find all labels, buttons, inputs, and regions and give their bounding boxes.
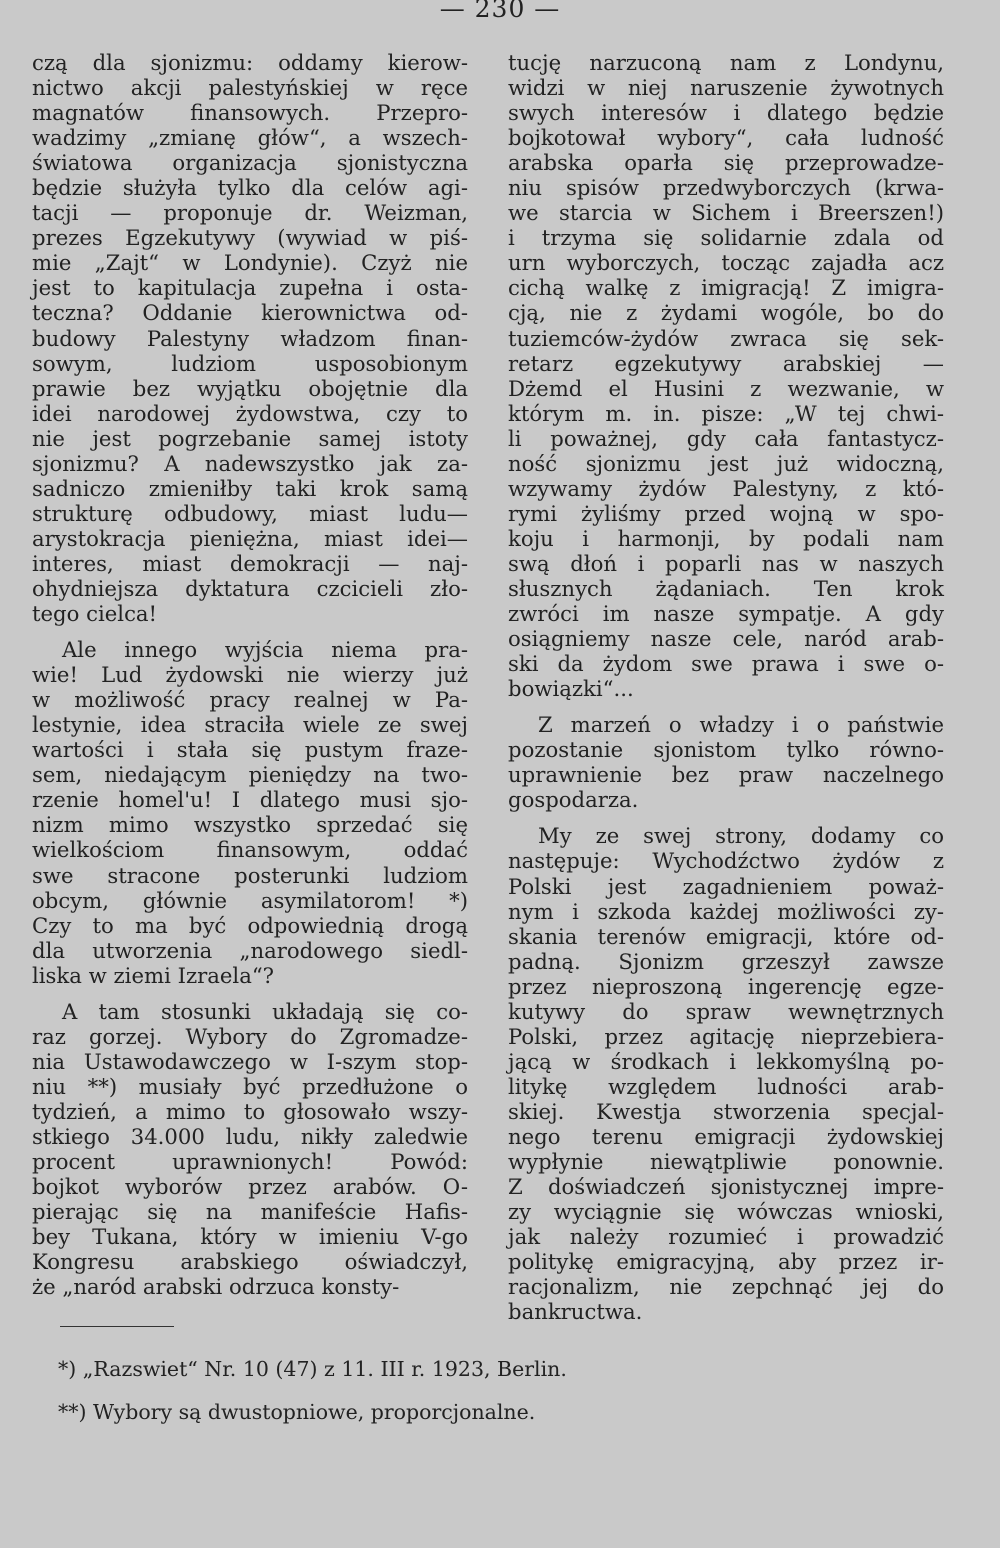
text-line: retarz egzekutywy arabskiej —	[508, 350, 944, 376]
text-line: nego terenu emigracji żydowskiej	[508, 1123, 944, 1149]
text-line: nizm mimo wszystko sprzedać się	[32, 812, 468, 838]
text-line: bey Tukana, który w imieniu V-go	[32, 1224, 468, 1250]
right-column	[508, 50, 944, 1324]
text-line: Polski, przez agitację nieprzebiera-	[508, 1023, 944, 1049]
page-number: — 230 —	[439, 0, 561, 23]
text-line: obcym, głównie asymilatorom! *)	[32, 887, 468, 913]
text-line: wie! Lud żydowski nie wierzy już	[32, 662, 468, 688]
text-line: stkiego 34.000 ludu, nikły zaledwie	[32, 1123, 468, 1149]
text-line: racjonalizm, nie zepchnąć jej do	[508, 1274, 944, 1300]
text-line: arystokracja pieniężna, miast idei—	[32, 525, 468, 551]
text-line: sem, niedającym pieniędzy na two-	[32, 762, 468, 788]
text-line: padną. Sjonizm grzeszył zawsze	[508, 948, 944, 974]
text-line: niu spisów przedwyborczych (krwa-	[508, 175, 944, 201]
text-line: teczna? Oddanie kierownictwa od-	[32, 300, 468, 326]
text-line: wzywamy żydów Palestyny, z któ-	[508, 475, 944, 501]
text-line: Dżemd el Husini z wezwanie, w	[508, 375, 944, 401]
text-line: idei narodowej żydowstwa, czy to	[32, 400, 468, 426]
paragraph-gap	[508, 701, 944, 712]
text-line: pierając się na manifeście Hafis-	[32, 1199, 468, 1225]
text-line: swe stracone posterunki ludziom	[32, 862, 468, 888]
text-line: prezes Egzekutywy (wywiad w piś-	[32, 225, 468, 251]
text-line: Czy to ma być odpowiednią drogą	[32, 912, 468, 938]
text-line: jest to kapitulacja zupełna i osta-	[32, 275, 468, 301]
text-line: bojkotował wybory“, cała ludność	[508, 125, 944, 151]
paragraph-gap	[32, 626, 468, 637]
footnote-1: *) „Razswiet“ Nr. 10 (47) z 11. III r. 1923, Berlin.	[58, 1357, 567, 1381]
text-line: tego cielca!	[32, 601, 158, 627]
text-line: osiągniemy nasze cele, naród arab-	[508, 626, 944, 652]
text-line: wielkościom finansowym, oddać	[32, 837, 468, 863]
text-line: ski da żydom swe prawa i swe o-	[508, 651, 944, 677]
text-line: strukturę odbudowy, miast ludu—	[32, 500, 468, 526]
text-line: Z marzeń o władzy i o państwie	[538, 712, 944, 738]
text-line: sjonizmu? A nadewszystko jak za-	[32, 450, 468, 476]
text-line: dla utworzenia „narodowego siedl-	[32, 937, 468, 963]
text-line: sowym, ludziom usposobionym	[32, 350, 468, 376]
text-line: sadniczo zmieniłby taki krok samą	[32, 475, 468, 501]
text-line: światowa organizacja sjonistyczna	[32, 150, 468, 176]
text-line: magnatów finansowych. Przepro-	[32, 100, 468, 126]
text-line: Polski jest zagadnieniem poważ-	[508, 873, 944, 899]
text-line: że „naród arabski odrzuca konsty-	[32, 1274, 400, 1300]
text-line: tydzień, a mimo to głosowało wszy-	[32, 1098, 468, 1124]
text-line: liska w ziemi Izraela“?	[32, 962, 275, 988]
text-line: niu **) musiały być przedłużone o	[32, 1073, 468, 1099]
text-line: gospodarza.	[508, 787, 639, 813]
text-line: rzenie homel'u! I dlatego musi sjo-	[32, 787, 468, 813]
text-line: następuje: Wychodźctwo żydów z	[508, 848, 944, 874]
text-line: interes, miast demokracji — naj-	[32, 550, 468, 576]
text-line: nie jest pogrzebanie samej istoty	[32, 425, 468, 451]
text-line: budowy Palestyny władzom finan-	[32, 325, 468, 351]
text-line: w możliwość pracy realnej w Pa-	[32, 687, 468, 713]
text-line: arabska oparła się przeprowadze-	[508, 150, 944, 176]
text-line: A tam stosunki układają się co-	[62, 998, 468, 1024]
text-line: będzie służyła tylko dla celów agi-	[32, 175, 468, 201]
footnote-2: **) Wybory są dwustopniowe, proporcjonalne.	[58, 1400, 536, 1424]
text-line: nym i szkoda każdej możliwości zy-	[508, 898, 944, 924]
text-line: swą dłoń i poparli nas w naszych	[508, 550, 944, 576]
text-line: wartości i stała się pustym fraze-	[32, 737, 468, 763]
text-line: pozostanie sjonistom tylko równo-	[508, 737, 944, 763]
text-line: Ale innego wyjścia niema pra-	[62, 637, 468, 663]
text-line: słusznych żądaniach. Ten krok	[508, 575, 944, 601]
paragraph-gap	[508, 812, 944, 823]
text-line: cją, nie z żydami wogóle, bo do	[508, 300, 944, 326]
text-line: nia Ustawodawczego w I-szym stop-	[32, 1048, 468, 1074]
text-line: bojkot wyborów przez arabów. O-	[32, 1174, 468, 1200]
text-line: prawie bez wyjątku obojętnie dla	[32, 375, 468, 401]
text-line: czą dla sjonizmu: oddamy kierow-	[32, 50, 468, 75]
text-line: lestynie, idea straciła wiele ze swej	[32, 712, 468, 738]
text-line: litykę względem ludności arab-	[508, 1073, 944, 1099]
text-line: ność sjonizmu jest już widoczną,	[508, 450, 944, 476]
text-line: tucję narzuconą nam z Londynu,	[508, 50, 944, 75]
left-column	[32, 50, 468, 1299]
text-line: którym m. in. pisze: „W tej chwi-	[508, 400, 944, 426]
paragraph-gap	[32, 988, 468, 999]
text-line: politykę emigracyjną, aby przez ir-	[508, 1249, 944, 1275]
text-line: kutywy do spraw wewnętrznych	[508, 998, 944, 1024]
text-line: procent uprawnionych! Powód:	[32, 1149, 468, 1175]
text-line: zy wyciągnie się wówczas wnioski,	[508, 1199, 944, 1225]
text-line: wypłynie niewątpliwie ponownie.	[508, 1149, 944, 1175]
text-line: przez nieproszoną ingerencję egze-	[508, 973, 944, 999]
text-line: uprawnienie bez praw naczelnego	[508, 762, 944, 788]
text-line: Kongresu arabskiego oświadczył,	[32, 1249, 468, 1275]
text-line: skania terenów emigracji, które od-	[508, 923, 944, 949]
text-line: we starcia w Sichem i Breerszen!)	[508, 200, 944, 226]
text-line: urn wyborczych, tocząc zajadła acz	[508, 250, 944, 276]
text-line: li poważnej, gdy cała fantastycz-	[508, 425, 944, 451]
text-line: bowiązki“...	[508, 676, 634, 702]
text-line: mie „Zajt“ w Londynie). Czyż nie	[32, 250, 468, 276]
text-line: skiej. Kwestja stworzenia specjal-	[508, 1098, 944, 1124]
text-line: swych interesów i dlatego będzie	[508, 100, 944, 126]
text-line: zwróci im nasze sympatje. A gdy	[508, 601, 944, 627]
text-line: My ze swej strony, dodamy co	[538, 823, 944, 849]
footnote-divider	[60, 1326, 174, 1327]
text-line: ohydniejsza dyktatura czcicieli zło-	[32, 575, 468, 601]
text-line: i trzyma się solidarnie zdala od	[508, 225, 944, 251]
text-line: bankructwa.	[508, 1299, 643, 1325]
text-line: nictwo akcji palestyńskiej w ręce	[32, 75, 468, 101]
text-line: Z doświadczeń sjonistycznej impre-	[508, 1174, 944, 1200]
text-line: cichą walkę z imigracją! Z imigra-	[508, 275, 944, 301]
text-line: tacji — proponuje dr. Weizman,	[32, 200, 468, 226]
text-line: jącą w środkach i lekkomyślną po-	[508, 1048, 944, 1074]
text-line: tuziemców-żydów zwraca się sek-	[508, 325, 944, 351]
text-line: widzi w niej naruszenie żywotnych	[508, 75, 944, 101]
text-line: raz gorzej. Wybory do Zgromadze-	[32, 1023, 468, 1049]
text-line: wadzimy „zmianę głów“, a wszech-	[32, 125, 468, 151]
text-line: rymi żyliśmy przed wojną w spo-	[508, 500, 944, 526]
text-line: koju i harmonji, by podali nam	[508, 525, 944, 551]
text-line: jak należy rozumieć i prowadzić	[508, 1224, 944, 1250]
